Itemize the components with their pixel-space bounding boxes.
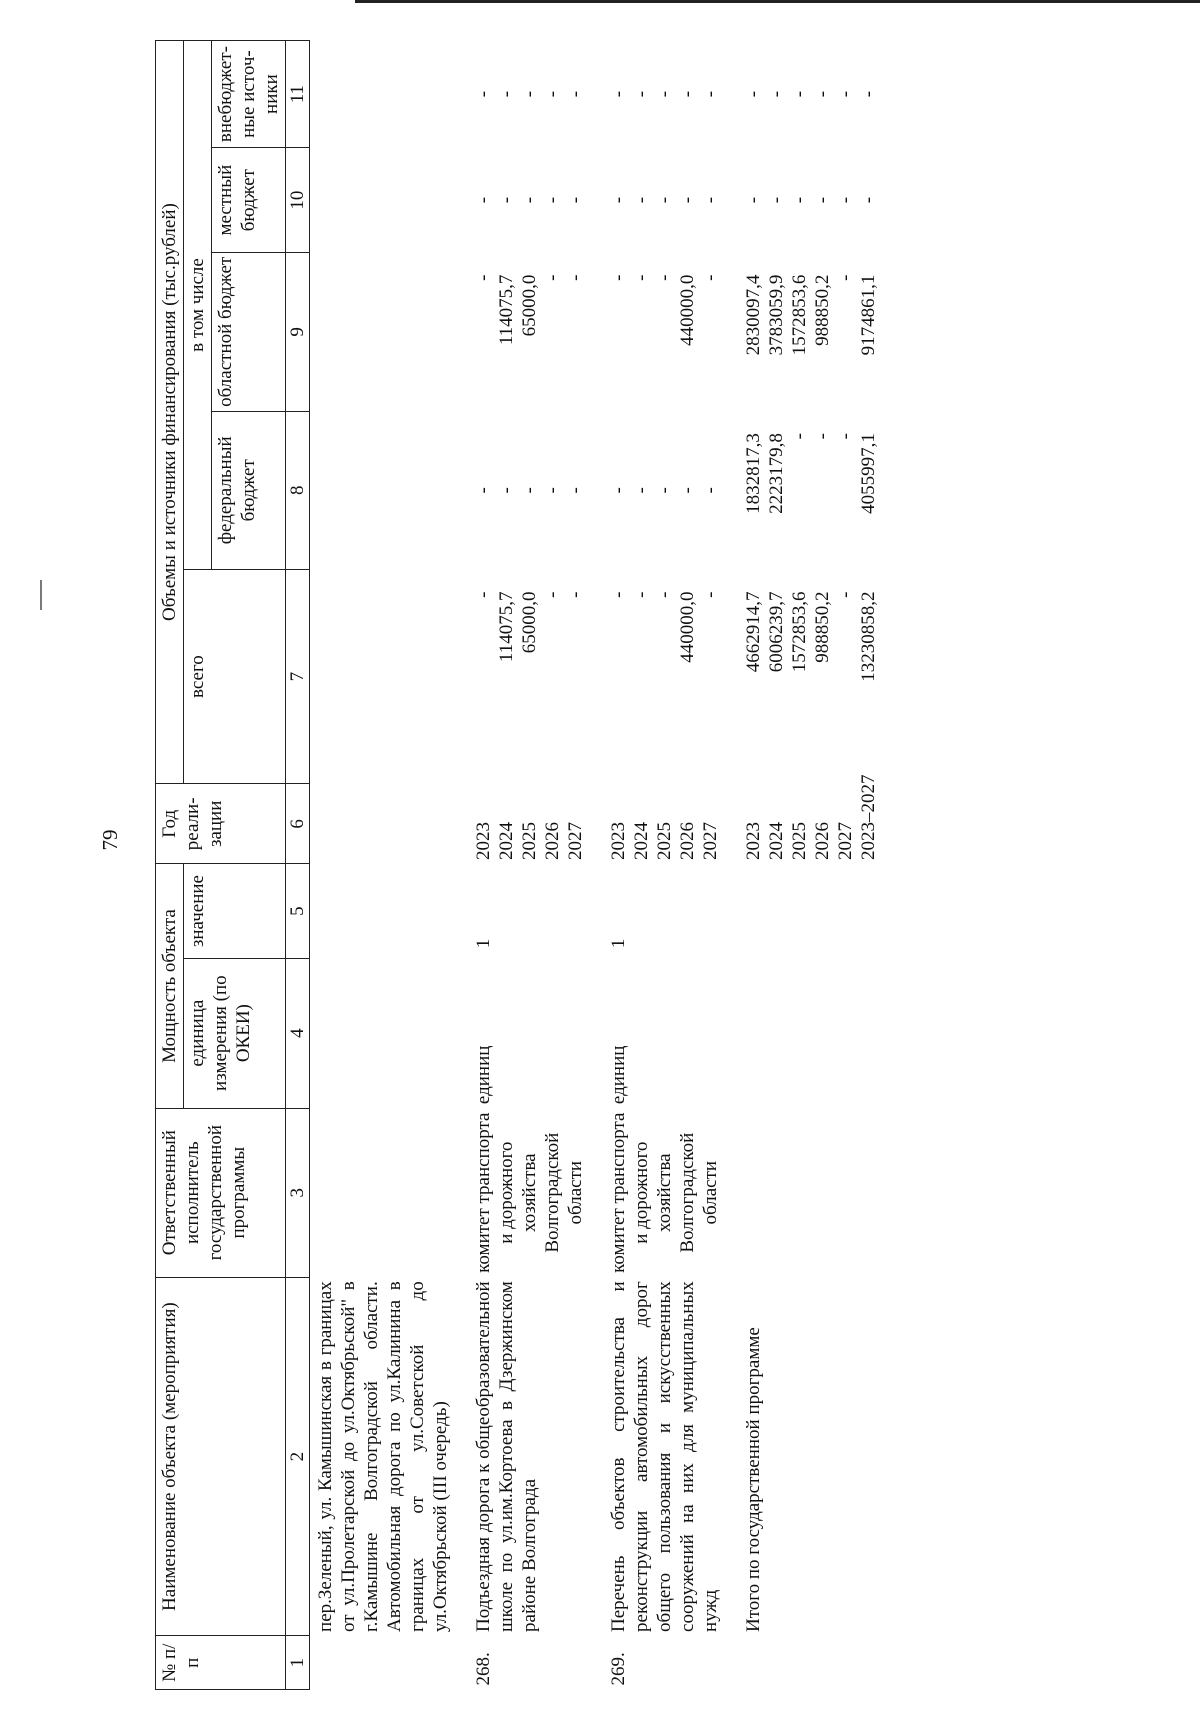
total-num xyxy=(722,1636,880,1690)
total-extrabudget-value: - xyxy=(858,90,879,98)
column-index-7: 7 xyxy=(286,570,310,784)
years-value: 2023 xyxy=(608,821,629,860)
years-value: 2023 xyxy=(473,821,494,860)
power-value: 1 xyxy=(473,938,494,949)
unit: единиц xyxy=(473,1045,494,1105)
power-value: 1 xyxy=(608,938,629,949)
local-amount-value: - xyxy=(519,196,540,204)
continued-name: пер.Зеленый, ул. Камышинская в границах от ул.Пролетарской до ул.Октябрьской" в г.Камышине Волгоградской области. Автомобильная дорога по ул.Калинина в границах от ул.Советской до ул.Октябрьской (III очередь) xyxy=(315,1281,451,1632)
total-federal xyxy=(722,411,880,569)
total-federal-value: 2223179,8 xyxy=(766,433,787,514)
years-value: 2027 xyxy=(700,821,721,860)
regional-amount-value: - xyxy=(654,274,675,281)
total-federal-value: 4055997,1 xyxy=(858,433,879,514)
page-number: 79 xyxy=(98,829,122,851)
extrabudget-amount-value: - xyxy=(542,90,563,98)
continued-row xyxy=(310,41,453,1690)
column-index-8: 8 xyxy=(286,411,310,569)
extrabudget-amount-value: - xyxy=(608,90,629,98)
total-years-value: 2024 xyxy=(766,821,787,860)
column-index-6: 6 xyxy=(286,784,310,864)
extrabudget-amount-value: - xyxy=(631,90,652,98)
column-index-11: 11 xyxy=(286,41,310,148)
federal-amount-value: - xyxy=(542,487,563,494)
local-amount-value: - xyxy=(631,196,652,204)
column-index-4: 4 xyxy=(286,958,310,1108)
years-value: 2027 xyxy=(565,821,586,860)
total-row xyxy=(722,41,880,1690)
local-amount-value: - xyxy=(700,196,721,204)
total-regional-value: 1572853,6 xyxy=(789,274,810,356)
total-federal-value: - xyxy=(835,433,856,440)
local-amount-value: - xyxy=(496,196,517,204)
total-years-value: 2023–2027 xyxy=(858,774,879,860)
total-regional-value: - xyxy=(835,274,856,281)
total-years-value: 2026 xyxy=(812,821,833,860)
total-amount-value: 65000,0 xyxy=(519,591,540,654)
total-amount-value: - xyxy=(608,591,629,598)
header-local: местный бюджет xyxy=(212,148,286,253)
total-amount-value: 440000,0 xyxy=(677,591,698,663)
header-regional: областной бюджет xyxy=(212,253,286,411)
header-value: значение xyxy=(184,864,286,958)
total-federal-value: - xyxy=(812,433,833,440)
total-amount-value: - xyxy=(542,591,563,598)
column-index-9: 9 xyxy=(286,253,310,411)
total-years-value: 2027 xyxy=(835,821,856,860)
federal-amount-value: - xyxy=(565,487,586,494)
table-row xyxy=(587,41,722,1690)
total-years-value: 2025 xyxy=(789,821,810,860)
total-amount-value: - xyxy=(700,591,721,598)
scan-top-rule xyxy=(355,0,1200,3)
column-index-2: 2 xyxy=(286,1277,310,1636)
unit: единиц xyxy=(608,1045,629,1105)
total-amount-value: - xyxy=(654,591,675,598)
regional-amount-value: - xyxy=(542,274,563,281)
years-value: 2025 xyxy=(654,821,675,860)
scan-left-tick xyxy=(40,580,42,610)
header-name: Наименование объекта (мероприятия) xyxy=(156,1277,286,1636)
total-local-value: - xyxy=(743,196,764,204)
regional-amount xyxy=(587,253,722,411)
total-amount-value: - xyxy=(565,591,586,598)
total-sum-value: - xyxy=(835,591,856,598)
extrabudget-amount-value: - xyxy=(677,90,698,98)
total-extrabudget-value: - xyxy=(835,90,856,98)
local-amount-value: - xyxy=(542,196,563,204)
regional-amount-value: 440000,0 xyxy=(677,274,698,346)
years-value: 2025 xyxy=(519,821,540,860)
rotated-table-container xyxy=(155,40,1200,1690)
total-executor xyxy=(722,1108,880,1277)
total-extrabudget xyxy=(722,41,880,148)
header-power: Мощность объекта xyxy=(156,864,184,1108)
total-regional xyxy=(722,253,880,411)
extrabudget-amount-value: - xyxy=(700,90,721,98)
header-federal: федеральный бюджет xyxy=(212,411,286,569)
executor: комитет транспорта и дорожного хозяйства Волгоградской области xyxy=(473,1112,586,1273)
extrabudget-amount-value: - xyxy=(473,90,494,98)
total-local-value: - xyxy=(789,196,810,204)
regional-amount-value: - xyxy=(700,274,721,281)
total-regional-value: 2830097,4 xyxy=(743,274,764,356)
total-amount xyxy=(587,570,722,784)
header-extrabudget: внебюджет-ные источ-ники xyxy=(212,41,286,148)
continued-num xyxy=(310,1636,453,1690)
extrabudget-amount-value: - xyxy=(565,90,586,98)
table-body xyxy=(310,41,881,1690)
header-year: Год реали-зации xyxy=(156,784,286,864)
column-index-3: 3 xyxy=(286,1108,310,1277)
total-unit xyxy=(722,958,880,1108)
total-sum-value: 988850,2 xyxy=(812,591,833,663)
years-value: 2026 xyxy=(677,821,698,860)
total-local-value: - xyxy=(858,196,879,204)
local-amount-value: - xyxy=(677,196,698,204)
regional-amount-value: - xyxy=(565,274,586,281)
total-amount-value: 114075,7 xyxy=(496,591,517,663)
federal-amount-value: - xyxy=(608,487,629,494)
regional-amount-value: - xyxy=(608,274,629,281)
federal-amount xyxy=(452,411,587,569)
federal-amount xyxy=(587,411,722,569)
header-unit: единица измерения (по ОКЕИ) xyxy=(184,958,286,1108)
federal-amount-value: - xyxy=(519,487,540,494)
header-num: № п/п xyxy=(156,1636,286,1690)
total-years-value: 2023 xyxy=(743,821,764,860)
total-local xyxy=(722,148,880,253)
total-local-value: - xyxy=(835,196,856,204)
total-sum xyxy=(722,570,880,784)
total-federal-value: - xyxy=(789,433,810,440)
local-amount xyxy=(587,148,722,253)
total-amount-value: - xyxy=(631,591,652,598)
federal-amount-value: - xyxy=(654,487,675,494)
total-extrabudget-value: - xyxy=(812,90,833,98)
extrabudget-amount-value: - xyxy=(519,90,540,98)
total-extrabudget-value: - xyxy=(789,90,810,98)
regional-amount-value: 114075,7 xyxy=(496,274,517,346)
years-value: 2024 xyxy=(496,821,517,860)
table-row xyxy=(452,41,587,1690)
total-value xyxy=(722,864,880,958)
extrabudget-amount-value: - xyxy=(654,90,675,98)
header-including: в том числе xyxy=(184,41,212,570)
object-name: Подъездная дорога к общеобразовательной школе по ул.им.Кортоева в Дзержинском районе Волгограда xyxy=(473,1281,540,1632)
executor: комитет транспорта и дорожного хозяйства Волгоградской области xyxy=(608,1112,721,1273)
federal-amount-value: - xyxy=(473,487,494,494)
federal-amount-value: - xyxy=(677,487,698,494)
header-executor: Ответственный исполнитель государственной программы xyxy=(156,1108,286,1277)
years xyxy=(452,784,587,864)
column-index-row xyxy=(286,41,310,1690)
total-extrabudget-value: - xyxy=(743,90,764,98)
federal-amount-value: - xyxy=(496,487,517,494)
row-number: 269. xyxy=(608,1652,629,1686)
regional-amount-value: - xyxy=(631,274,652,281)
program-table xyxy=(155,40,880,1690)
total-sum-value: 1572853,6 xyxy=(789,591,810,673)
years-value: 2026 xyxy=(542,821,563,860)
total-amount-value: - xyxy=(473,591,494,598)
local-amount-value: - xyxy=(565,196,586,204)
local-amount-value: - xyxy=(608,196,629,204)
total-regional-value: 988850,2 xyxy=(812,274,833,346)
column-index-10: 10 xyxy=(286,148,310,253)
extrabudget-amount xyxy=(452,41,587,148)
row-number: 268. xyxy=(473,1652,494,1686)
federal-amount-value: - xyxy=(700,487,721,494)
total-extrabudget-value: - xyxy=(766,90,787,98)
regional-amount xyxy=(452,253,587,411)
total-sum-value: 4662914,7 xyxy=(743,591,764,673)
total-federal-value: 1832817,3 xyxy=(743,433,764,514)
federal-amount-value: - xyxy=(631,487,652,494)
header-total: всего xyxy=(184,570,286,784)
total-sum-value: 6006239,7 xyxy=(766,591,787,673)
extrabudget-amount xyxy=(587,41,722,148)
total-years xyxy=(722,774,880,864)
years xyxy=(587,784,722,864)
local-amount xyxy=(452,148,587,253)
local-amount-value: - xyxy=(654,196,675,204)
column-index-5: 5 xyxy=(286,864,310,958)
column-index-1: 1 xyxy=(286,1636,310,1690)
years-value: 2024 xyxy=(631,821,652,860)
total-amount xyxy=(452,570,587,784)
total-regional-value: 3783059,9 xyxy=(766,274,787,356)
extrabudget-amount-value: - xyxy=(496,90,517,98)
total-local-value: - xyxy=(766,196,787,204)
total-regional-value: 9174861,1 xyxy=(858,274,879,356)
local-amount-value: - xyxy=(473,196,494,204)
regional-amount-value: 65000,0 xyxy=(519,274,540,337)
regional-amount-value: - xyxy=(473,274,494,281)
total-local-value: - xyxy=(812,196,833,204)
header-finance: Объемы и источники финансирования (тыс.рублей) xyxy=(156,41,184,784)
total-label: Итого по государственной программе xyxy=(743,1327,764,1632)
object-name: Перечень объектов строительства и реконструкции автомобильных дорог общего пользования и искусственных сооружений на них для муниципальных нужд xyxy=(608,1281,721,1632)
total-sum-value: 13230858,2 xyxy=(858,591,879,682)
